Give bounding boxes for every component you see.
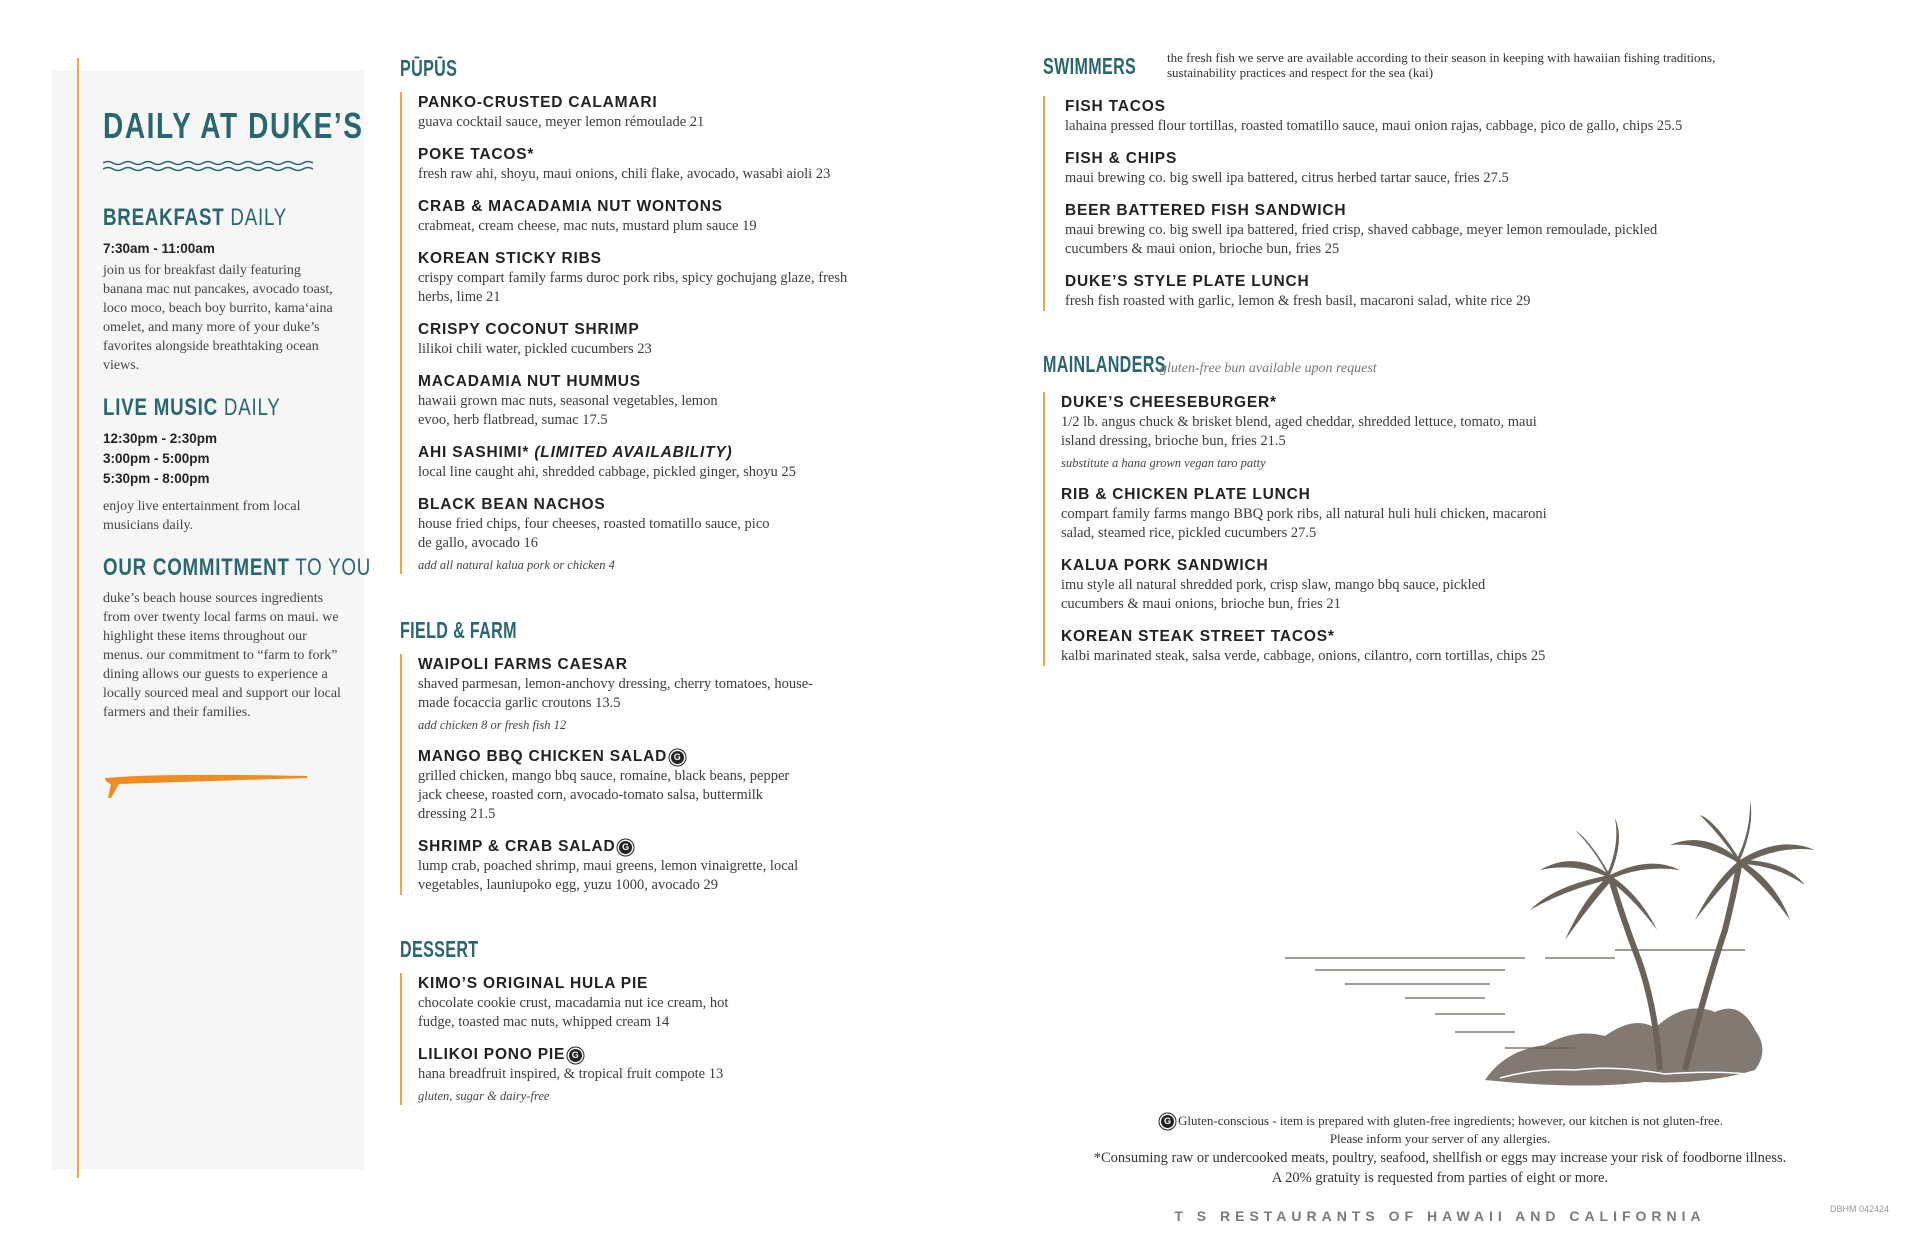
- commitment-heading-bold: OUR COMMITMENT: [103, 554, 290, 581]
- commitment-text: duke’s beach house sources ingredients from over twenty local farms on maui. we highlight these items throughout our menus. our commitment to “farm to fork” dining allows our guests to experience a locally sourced meal and support our local farmers and their families.: [103, 591, 341, 720]
- item-desc: grilled chicken, mango bbq sauce, romaine, black beans, pepper jack cheese, roasted corn, avocado-tomato salsa, buttermilk dressing 21.5: [418, 768, 790, 822]
- sidebar-content: [103, 104, 372, 722]
- item-name-row: [418, 442, 870, 463]
- wave-divider-icon: [103, 160, 313, 172]
- menu-item: [418, 319, 870, 359]
- gluten-note: Gluten-conscious - item is prepared with gluten-free ingredients; however, our kitchen is not gluten-free.: [1178, 1113, 1723, 1128]
- section-swimmers: [1043, 52, 1763, 311]
- item-name: CRISPY COCONUT SHRIMP: [418, 321, 640, 338]
- item-desc: 1/2 lb. angus chuck & brisket blend, aged cheddar, shredded lettuce, tomato, maui island dressing, brioche bun, fries 21.5: [1061, 414, 1537, 449]
- menu-item: [418, 1044, 870, 1105]
- item-name: DUKE’S CHEESEBURGER*: [1061, 394, 1277, 411]
- item-name: KOREAN STEAK STREET TACOS*: [1061, 628, 1335, 645]
- item-name: DUKE’S STYLE PLATE LUNCH: [1065, 273, 1310, 290]
- item-name: LILIKOI PONO PIE: [418, 1046, 566, 1063]
- commitment-heading-light: TO YOU: [295, 554, 372, 581]
- item-note: gluten, sugar & dairy-free: [418, 1089, 550, 1103]
- item-name: KIMO’S ORIGINAL HULA PIE: [418, 975, 649, 992]
- section-items: [400, 973, 870, 1105]
- menu-item: [418, 144, 870, 184]
- item-name: PANKO-CRUSTED CALAMARI: [418, 94, 658, 111]
- item-desc: fresh raw ahi, shoyu, maui onions, chili flake, avocado, wasabi aioli 23: [418, 166, 831, 182]
- item-desc: maui brewing co. big swell ipa battered, fried crisp, shaved cabbage, meyer lemon remoulade, pickled cucumbers & maui onion, brioche bun, fries 25: [1065, 222, 1658, 257]
- breakfast-heading-bold: BREAKFAST: [103, 204, 225, 231]
- item-name: BEER BATTERED FISH SANDWICH: [1065, 202, 1347, 219]
- breakfast-heading-light: DAILY: [230, 204, 288, 231]
- section-title: FIELD & FARM: [400, 617, 517, 643]
- menu-item: [1061, 392, 1763, 472]
- item-name: FISH TACOS: [1065, 98, 1166, 115]
- menu-item: [418, 92, 870, 132]
- commitment-heading: [103, 553, 372, 583]
- section-items: [1043, 392, 1763, 666]
- swimmers-subtitle: the fresh fish we serve are available according to their season in keeping with hawaiian fishing traditions, sustainability practices and respect for the sea (kai): [1167, 50, 1716, 80]
- item-desc: guava cocktail sauce, meyer lemon rémoulade 21: [418, 114, 705, 130]
- item-desc: hawaii grown mac nuts, seasonal vegetables, lemon evoo, herb flatbread, sumac 17.5: [418, 393, 718, 428]
- item-name-row: [418, 746, 870, 767]
- item-name: KALUA PORK SANDWICH: [1061, 557, 1269, 574]
- item-name: CRAB & MACADAMIA NUT WONTONS: [418, 198, 723, 215]
- gratuity-note: A 20% gratuity is requested from parties of eight or more.: [1271, 1170, 1609, 1186]
- live-music-heading-bold: LIVE MUSIC: [103, 394, 218, 421]
- item-name: WAIPOLI FARMS CAESAR: [418, 656, 628, 673]
- live-music-text: enjoy live entertainment from local musicians daily.: [103, 499, 301, 533]
- palm-tree-illustration: [1285, 800, 1845, 1100]
- item-desc: shaved parmesan, lemon-anchovy dressing, cherry tomatoes, house-made focaccia garlic croutons 13.5: [418, 676, 814, 711]
- section-items: [400, 654, 870, 895]
- item-desc: imu style all natural shredded pork, crisp slaw, mango bbq sauce, pickled cucumbers & maui onions, brioche bun, fries 21: [1061, 577, 1486, 612]
- breakfast-time: 7:30am - 11:00am: [103, 241, 215, 256]
- menu-item: [418, 836, 870, 895]
- menu-item: [418, 654, 870, 734]
- live-music-heading: [103, 393, 290, 423]
- sidebar-accent-line: [77, 58, 79, 1178]
- item-name: FISH & CHIPS: [1065, 150, 1178, 167]
- item-desc: compart family farms mango BBQ pork ribs, all natural huli huli chicken, macaroni salad, steamed rice, pickled cucumbers 27.5: [1061, 506, 1547, 541]
- gluten-free-badge-icon: G: [569, 1049, 582, 1062]
- sidebar-title-brand: DUKE’S: [248, 105, 364, 146]
- menu-item: [1065, 271, 1763, 311]
- item-desc: kalbi marinated steak, salsa verde, cabbage, onions, cilantro, corn tortillas, chips 25: [1061, 648, 1546, 664]
- menu-item: [418, 442, 870, 482]
- gluten-note-row: [1060, 1112, 1820, 1130]
- gluten-free-badge-icon: G: [1161, 1115, 1174, 1128]
- section-title: DESSERT: [400, 936, 479, 962]
- sidebar-title-prefix: DAILY AT: [103, 105, 239, 146]
- item-name: AHI SASHIMI*: [418, 444, 530, 461]
- gluten-free-badge-icon: G: [619, 841, 632, 854]
- item-note: substitute a hana grown vegan taro patty: [1061, 456, 1266, 470]
- item-desc: crabmeat, cream cheese, mac nuts, mustard plum sauce 19: [418, 218, 757, 234]
- item-desc: lump crab, poached shrimp, maui greens, lemon vinaigrette, local vegetables, launiupoko egg, yuzu 1000, avocado 29: [418, 858, 799, 893]
- item-name-extra: (LIMITED AVAILABILITY): [534, 444, 733, 461]
- item-desc: lahaina pressed flour tortillas, roasted tomatillo sauce, maui onion rajas, cabbage, pico de gallo, chips 25.5: [1065, 118, 1683, 134]
- menu-item: [1065, 96, 1763, 136]
- item-desc: hana breadfruit inspired, & tropical fruit compote 13: [418, 1066, 724, 1082]
- menu-item: [418, 371, 870, 430]
- section-title: PŪPŪS: [400, 55, 458, 81]
- item-desc: crispy compart family farms duroc pork ribs, spicy gochujang glaze, fresh herbs, lime 21: [418, 270, 848, 305]
- sidebar-title: [103, 104, 364, 148]
- menu-item: [1065, 200, 1763, 259]
- item-name: BLACK BEAN NACHOS: [418, 496, 606, 513]
- item-name-row: [418, 1044, 870, 1065]
- breakfast-heading: [103, 203, 290, 233]
- menu-item: [1061, 555, 1763, 614]
- music-time-3: 5:30pm - 8:00pm: [103, 471, 210, 486]
- item-name: MANGO BBQ CHICKEN SALAD: [418, 748, 668, 765]
- section-pupus: [400, 54, 870, 574]
- menu-code: DBHM 042424: [1830, 1204, 1890, 1214]
- music-time-1: 12:30pm - 2:30pm: [103, 431, 218, 446]
- mainlanders-subtitle: gluten-free bun available upon request: [1160, 361, 1377, 376]
- item-desc: chocolate cookie crust, macadamia nut ice cream, hot fudge, toasted mac nuts, whipped cream 14: [418, 995, 729, 1030]
- section-title: MAINLANDERS: [1043, 351, 1166, 377]
- menu-item: [1065, 148, 1763, 188]
- menu-item: [418, 196, 870, 236]
- section-dessert: [400, 935, 870, 1105]
- item-name: SHRIMP & CRAB SALAD: [418, 838, 616, 855]
- brand-footer: T S RESTAURANTS OF HAWAII AND CALIFORNIA: [1174, 1208, 1706, 1224]
- surfboard-icon: [103, 770, 309, 800]
- breakfast-text: join us for breakfast daily featuring banana mac nut pancakes, avocado toast, loco moco, beach boy burrito, kama‘aina omelet, and many more of your duke’s favorites alongside breathtaking ocean views.: [103, 263, 333, 373]
- section-title: SWIMMERS: [1043, 53, 1137, 79]
- item-desc: house fried chips, four cheeses, roasted tomatillo sauce, pico de gallo, avocado 16: [418, 516, 770, 551]
- section-field-farm: [400, 616, 870, 895]
- item-note: add chicken 8 or fresh fish 12: [418, 718, 567, 732]
- section-items: [1043, 96, 1763, 311]
- menu-item: [418, 494, 870, 574]
- raw-food-warning: *Consuming raw or undercooked meats, poultry, seafood, shellfish or eggs may increase your risk of foodborne illness.: [1093, 1150, 1787, 1166]
- menu-item: [1061, 626, 1763, 666]
- music-time-2: 3:00pm - 5:00pm: [103, 451, 210, 466]
- live-music-heading-light: DAILY: [223, 394, 281, 421]
- item-note: add all natural kalua pork or chicken 4: [418, 558, 615, 572]
- menu-item: [418, 973, 870, 1032]
- footer-notes: [1060, 1112, 1820, 1188]
- menu-item: [418, 746, 870, 824]
- allergy-note: Please inform your server of any allergies.: [1329, 1131, 1551, 1146]
- menu-item: [1061, 484, 1763, 543]
- gluten-free-badge-icon: G: [671, 751, 684, 764]
- item-name-row: [418, 836, 870, 857]
- section-items: [400, 92, 870, 574]
- menu-item: [418, 248, 870, 307]
- item-name: KOREAN STICKY RIBS: [418, 250, 602, 267]
- item-desc: fresh fish roasted with garlic, lemon & fresh basil, macaroni salad, white rice 29: [1065, 293, 1531, 309]
- item-desc: local line caught ahi, shredded cabbage, pickled ginger, shoyu 25: [418, 464, 796, 480]
- item-desc: maui brewing co. big swell ipa battered, citrus herbed tartar sauce, fries 27.5: [1065, 170, 1509, 186]
- item-name: MACADAMIA NUT HUMMUS: [418, 373, 641, 390]
- item-desc: lilikoi chili water, pickled cucumbers 23: [418, 341, 652, 357]
- section-mainlanders: [1043, 350, 1763, 666]
- item-name: RIB & CHICKEN PLATE LUNCH: [1061, 486, 1311, 503]
- item-name: POKE TACOS*: [418, 146, 535, 163]
